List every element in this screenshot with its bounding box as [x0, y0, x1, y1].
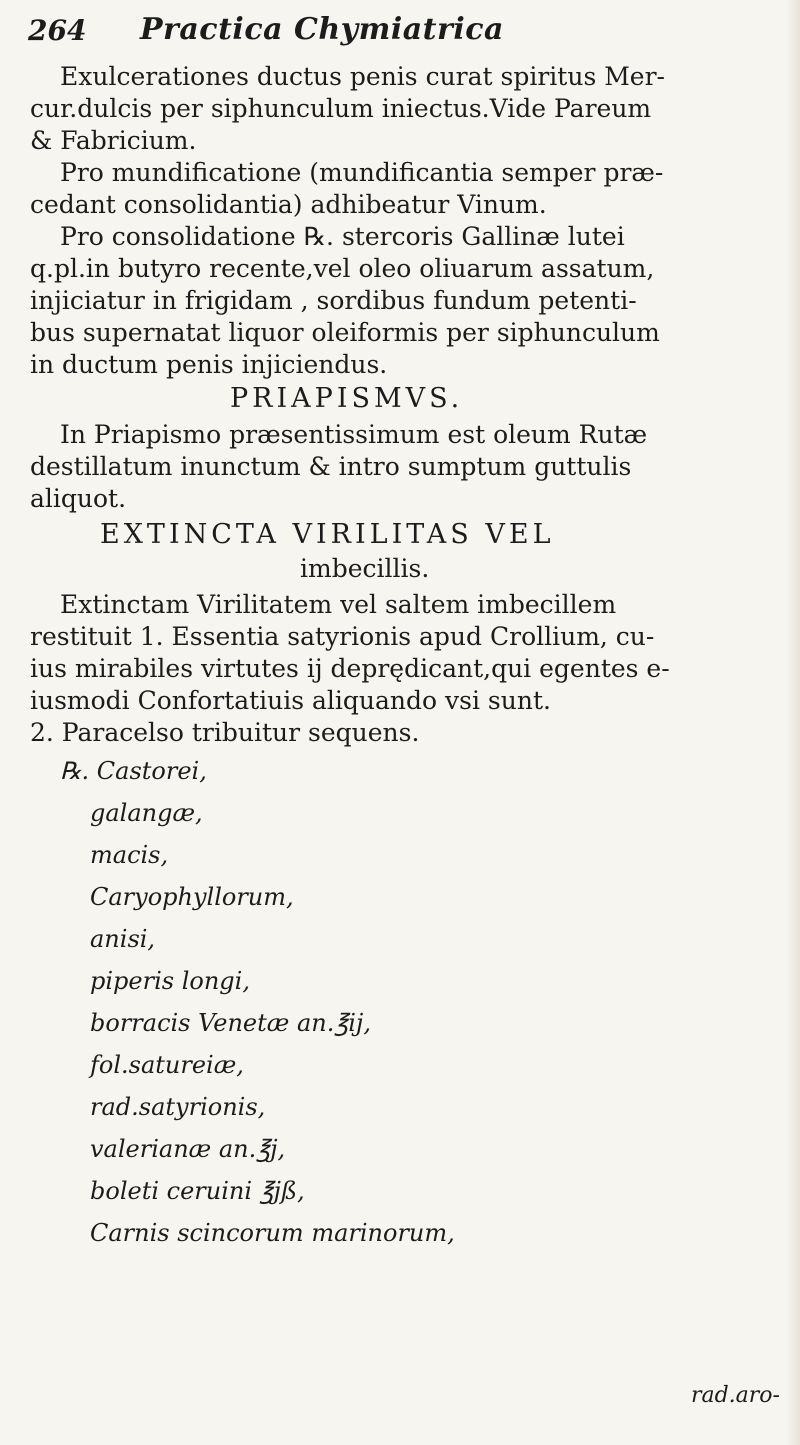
recipe-line: Caryophyllorum,: [90, 883, 294, 911]
recipe-line: valerianæ an.℥j,: [90, 1135, 286, 1163]
recipe-line: Carnis scincorum marinorum,: [90, 1219, 455, 1247]
text-line: aliquot.: [30, 484, 127, 513]
text-line: in ductum penis injiciendus.: [30, 350, 388, 379]
text-line: ius mirabiles virtutes ij deprędicant,qui egentes e-: [30, 654, 670, 683]
recipe-line: ℞. Castorei,: [60, 757, 207, 785]
text-line: bus supernatat liquor oleiformis per siphunculum: [30, 318, 660, 347]
recipe-line: piperis longi,: [90, 967, 250, 995]
text-line: cur.dulcis per siphunculum iniectus.Vide Pareum: [30, 94, 652, 123]
recipe-line: galangæ,: [90, 799, 203, 827]
catchword: rad.aro-: [690, 1383, 780, 1408]
text-line: 2. Paracelso tribuitur sequens.: [30, 718, 420, 747]
text-line: In Priapismo præsentissimum est oleum Rutæ: [60, 420, 648, 449]
recipe-line: anisi,: [90, 925, 156, 953]
text-line: restituit 1. Essentia satyrionis apud Crollium, cu-: [30, 622, 655, 651]
recipe-line: macis,: [90, 841, 169, 869]
text-line: Pro consolidatione ℞. stercoris Gallinæ lutei: [60, 222, 625, 251]
text-line: Pro mundificatione (mundificantia semper præ-: [60, 158, 664, 187]
section-heading-subline: imbecillis.: [300, 554, 430, 583]
page-edge: [786, 0, 800, 1445]
text-line: injiciatur in frigidam , sordibus fundum petenti-: [30, 286, 637, 315]
page-header: [28, 10, 748, 50]
text-line: & Fabricium.: [30, 126, 197, 155]
text-line: Exulcerationes ductus penis curat spiritus Mer-: [60, 62, 666, 91]
section-heading-priapismus: PRIAPISMVS.: [230, 383, 464, 414]
text-line: destillatum inunctum & intro sumptum guttulis: [30, 452, 632, 481]
recipe-line: fol.satureiæ,: [90, 1051, 244, 1079]
section-heading-extincta: EXTINCTA VIRILITAS VEL: [100, 519, 555, 550]
page-number: 264: [28, 14, 87, 47]
text-line: cedant consolidantia) adhibeatur Vinum.: [30, 190, 547, 219]
running-title: Practica Chymiatrica: [140, 12, 504, 47]
text-line: Extinctam Virilitatem vel saltem imbecillem: [60, 590, 617, 619]
recipe-line: borracis Venetæ an.℥ij,: [90, 1009, 371, 1037]
text-line: iusmodi Confortatiuis aliquando vsi sunt.: [30, 686, 551, 715]
recipe-line: boleti ceruini ℥jß,: [90, 1177, 305, 1205]
text-line: q.pl.in butyro recente,vel oleo oliuarum assatum,: [30, 254, 655, 283]
recipe-line: rad.satyrionis,: [90, 1093, 266, 1121]
